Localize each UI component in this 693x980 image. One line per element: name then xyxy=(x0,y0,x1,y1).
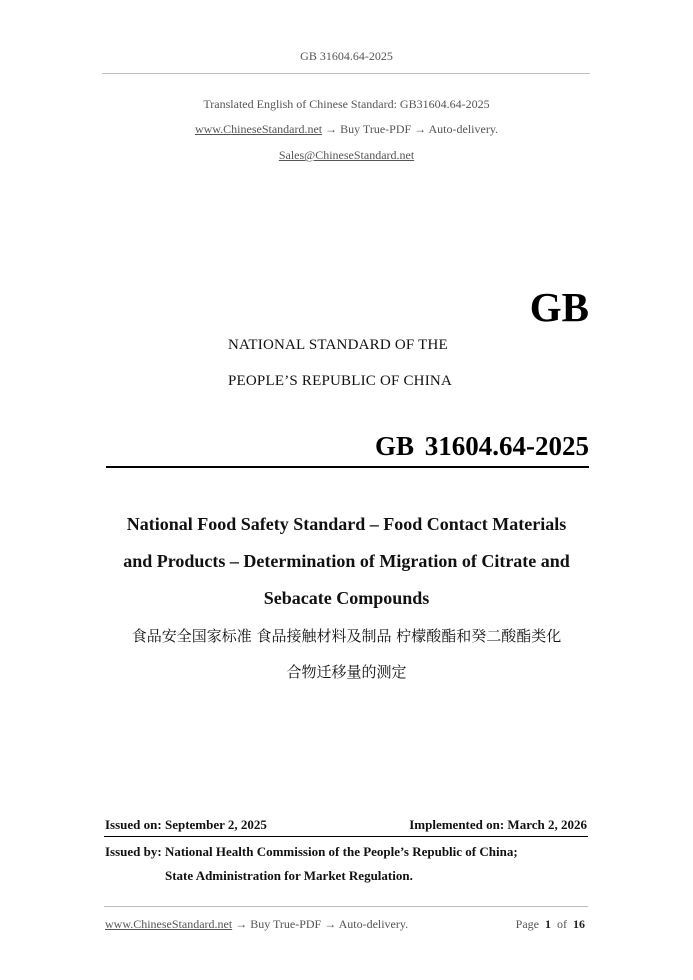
english-title-line: National Food Safety Standard – Food Contact Materials xyxy=(126,514,567,534)
issued-by-line1: Issued by: National Health Commission of the People’s Republic of China; xyxy=(105,844,518,859)
page-indicator xyxy=(516,917,585,932)
running-header: GB 31604.64-2025 xyxy=(300,49,393,63)
footer-purchase-text: → Buy True-PDF → Auto-delivery. xyxy=(232,917,409,931)
gb-logo: GB xyxy=(529,284,589,330)
page-of-label: of xyxy=(557,917,567,931)
total-pages-number: 16 xyxy=(573,917,585,931)
footer-divider xyxy=(104,906,588,907)
chinese-title-line: 合物迁移量的测定 xyxy=(286,663,407,681)
website-link[interactable]: www.ChineseStandard.net xyxy=(194,122,323,136)
current-page-number: 1 xyxy=(545,917,551,931)
translation-notice: Translated English of Chinese Standard: GB31604.64-2025 xyxy=(203,97,490,111)
dates-divider xyxy=(104,836,588,837)
purchase-notice-text: → Buy True-PDF → Auto-delivery. xyxy=(322,122,499,136)
sales-email-link[interactable]: Sales@ChineseStandard.net xyxy=(278,148,415,162)
header-divider xyxy=(102,73,590,74)
issued-on-date: Issued on: September 2, 2025 xyxy=(105,817,267,832)
chinese-title-line: 食品安全国家标准 食品接触材料及制品 柠檬酸酯和癸二酸酯类化 xyxy=(131,627,562,645)
standard-number: GB 31604.64-2025 xyxy=(374,431,589,461)
issuing-country-line2: PEOPLE’S REPUBLIC OF CHINA xyxy=(228,373,452,389)
english-title-line: Sebacate Compounds xyxy=(263,588,430,608)
issued-by-line2: State Administration for Market Regulation. xyxy=(165,868,413,883)
email-notice xyxy=(0,148,693,163)
footer-website-link[interactable]: www.ChineseStandard.net xyxy=(105,917,233,931)
english-title-line: and Products – Determination of Migration of Citrate and xyxy=(123,551,570,571)
standard-number-rule xyxy=(106,466,589,468)
page-label: Page xyxy=(515,917,539,931)
purchase-notice xyxy=(0,122,693,137)
issuing-country-line1: NATIONAL STANDARD OF THE xyxy=(228,337,448,353)
implemented-on-date: Implemented on: March 2, 2026 xyxy=(409,817,587,832)
footer-purchase-note xyxy=(105,917,408,932)
